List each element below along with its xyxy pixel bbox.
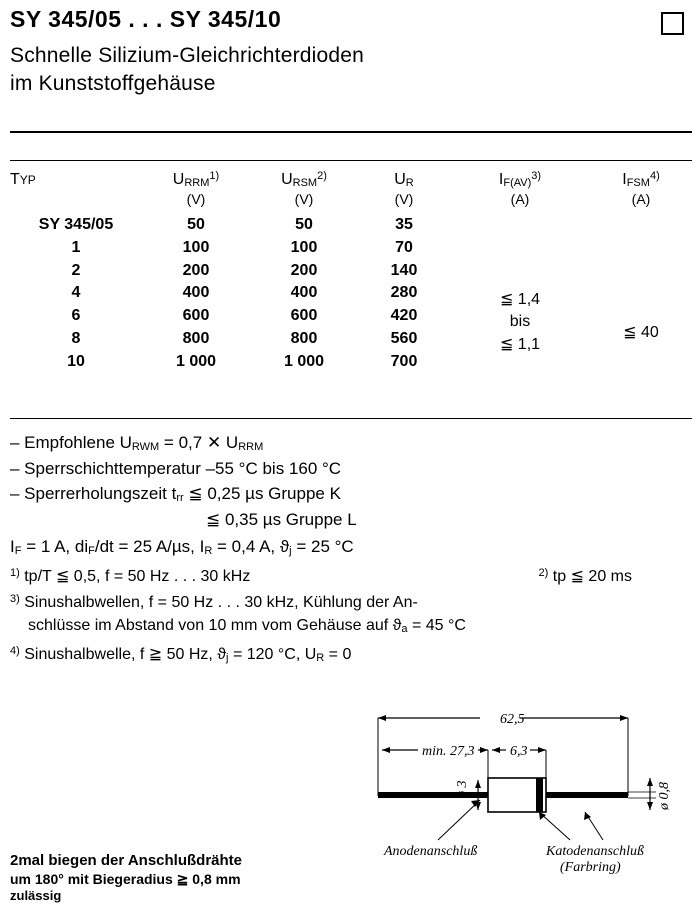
note-reverse-recovery: – Sperrerholungszeit trr ≦ 0,25 µs Gruppe K <box>10 484 341 504</box>
subtitle-line-2: im Kunststoffgehäuse <box>10 72 216 96</box>
table-row <box>10 214 692 237</box>
cell-ursm: 100 <box>290 238 318 256</box>
col-header-ur: UR (V) <box>394 171 414 207</box>
cell-ifsm-merged <box>590 214 692 373</box>
if-av-line-1: ≦ 1,4 <box>499 290 541 308</box>
col-header-ifsm: IFSM$^{4)}$ (A) <box>622 170 660 207</box>
cell-ursm: 200 <box>290 261 318 279</box>
cell-typ: 10 <box>67 352 85 370</box>
divider-top <box>10 131 692 133</box>
page-title: SY 345/05 . . . SY 345/10 <box>10 6 282 32</box>
notes-section <box>10 430 692 666</box>
label-anode: Anodenanschluß <box>384 844 478 859</box>
dim-lead-min-label: min. 27,3 <box>422 744 475 759</box>
divider-table-top <box>10 160 692 161</box>
footnote-3-line-1: $^{3)}$ Sinushalbwellen, f = 50 Hz . . . 30 kHz, Kühlung der An- <box>10 593 418 612</box>
spec-table-wrapper <box>10 170 692 373</box>
if-av-line-3: ≦ 1,1 <box>499 336 541 354</box>
cell-urrm: 800 <box>182 329 210 347</box>
footnote-3-line-2: schlüsse im Abstand von 10 mm vom Gehäuse auf ϑa = 45 °C <box>28 616 466 635</box>
bending-note-line-3: zulässig <box>10 888 62 904</box>
cell-urrm: 50 <box>187 216 205 234</box>
bending-note-line-2: um 180° mit Biegeradius ≧ 0,8 mm <box>10 870 241 887</box>
cell-urrm: 600 <box>182 307 210 325</box>
cell-ur: 35 <box>395 216 413 234</box>
cell-ur: 700 <box>390 352 418 370</box>
cell-ursm: 800 <box>290 329 318 347</box>
cell-urrm: 400 <box>182 284 210 302</box>
footnote-2: $^{2)}$ tp ≦ 20 ms <box>538 566 632 585</box>
cell-typ: 4 <box>71 284 81 302</box>
spec-table <box>10 170 692 373</box>
if-av-line-2: bis <box>509 313 531 331</box>
cell-urrm: 1 000 <box>175 352 217 370</box>
dim-wire-dia-label: ø 0,8 <box>657 782 672 810</box>
cell-ur: 560 <box>390 329 418 347</box>
cell-if-av-merged <box>450 214 590 373</box>
dim-total-label: 62,5 <box>500 712 525 727</box>
label-cathode-line1: Katodenanschluß <box>546 844 644 859</box>
col-header-typ: TYP <box>10 171 36 188</box>
footnote-1: $^{1)}$ tp/T ≦ 0,5, f = 50 Hz . . . 30 kHz <box>10 566 251 585</box>
footnote-4: $^{4)}$ Sinushalbwelle, f ≧ 50 Hz, ϑj = 120 °C, UR = 0 <box>10 644 352 664</box>
cell-typ: 6 <box>71 307 81 325</box>
note-urwm: – Empfohlene URWM = 0,7 ✕ URRM <box>10 433 264 453</box>
label-cathode-line2: (Farbring) <box>560 860 621 875</box>
package-outline-drawing <box>360 700 690 880</box>
note-test-conditions: IF = 1 A, diF/dt = 25 A/µs, IR = 0,4 A, ϑj = 25 °C <box>10 537 354 557</box>
cell-urrm: 200 <box>182 261 210 279</box>
cell-typ: 1 <box>71 238 81 256</box>
cell-ursm: 1 000 <box>283 352 325 370</box>
ifsm-value: ≦ 40 <box>623 324 659 342</box>
cell-typ: 2 <box>71 261 81 279</box>
cell-ur: 140 <box>390 261 418 279</box>
cell-ur: 70 <box>395 238 413 256</box>
bending-note-line-1: 2mal biegen der Anschlußdrähte <box>10 852 242 869</box>
note-reverse-recovery-2: ≦ 0,35 µs Gruppe L <box>206 509 357 529</box>
cell-ur: 420 <box>390 307 418 325</box>
cell-urrm: 100 <box>182 238 210 256</box>
cell-ursm: 50 <box>295 216 313 234</box>
cell-ursm: 400 <box>290 284 318 302</box>
package-drawing-svg <box>360 700 690 880</box>
header-row <box>10 6 690 35</box>
dim-body-label: 6,3 <box>510 744 528 759</box>
footnote-3 <box>10 592 692 637</box>
cell-ur: 280 <box>390 284 418 302</box>
divider-table-bottom <box>10 418 692 419</box>
note-junction-temp: – Sperrschichttemperatur –55 °C bis 160 °C <box>10 458 342 478</box>
col-header-urrm: URRM$^{1)}$ (V) <box>172 170 220 207</box>
page-subtitle <box>10 42 364 99</box>
col-header-if-av: IF(AV)$^{3)}$ (A) <box>498 170 542 207</box>
subtitle-line-1: Schnelle Silizium-Gleichrichterdioden <box>10 44 365 67</box>
cell-typ: 8 <box>71 329 81 347</box>
table-header-row <box>10 170 692 214</box>
col-header-ursm: URSM$^{2)}$ (V) <box>281 170 327 207</box>
footnote-1-row <box>10 566 692 589</box>
cell-typ: SY 345/05 <box>38 216 114 234</box>
dim-body-dia-label: ø 3 <box>455 780 470 798</box>
square-outline-icon <box>661 12 684 35</box>
cell-ursm: 600 <box>290 307 318 325</box>
bending-note <box>10 852 242 905</box>
